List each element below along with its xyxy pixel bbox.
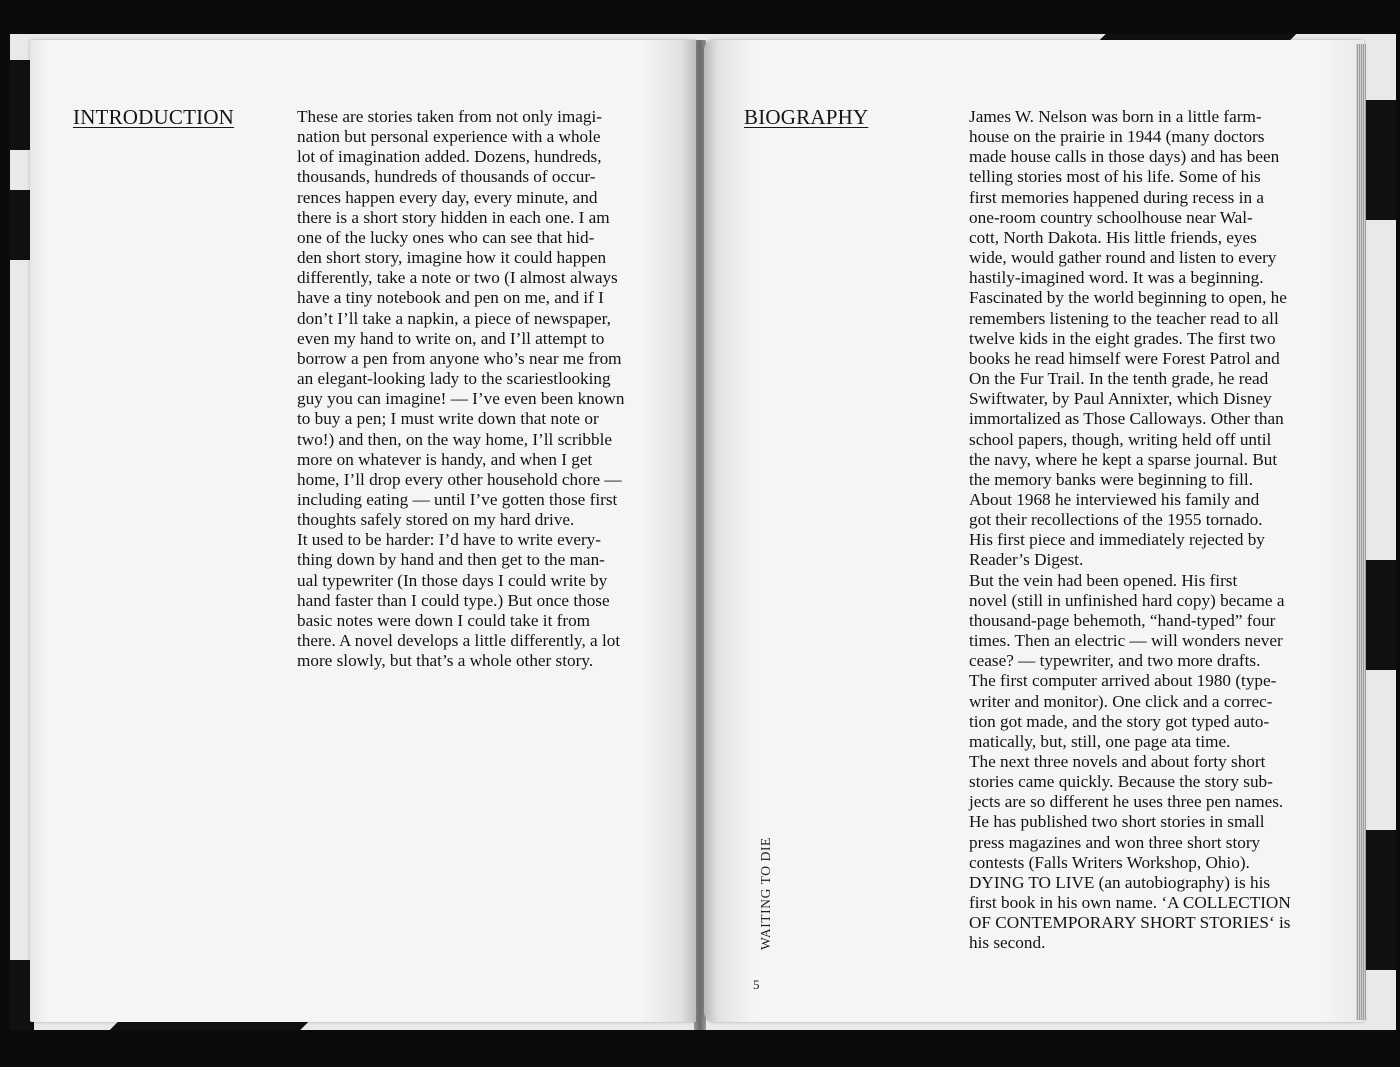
text-line: there is a short story hidden in each one. I am <box>297 207 610 227</box>
running-title: WAITING TO DIE <box>758 837 773 950</box>
text-line: The first computer arrived about 1980 (type- <box>969 671 1277 691</box>
text-line: one of the lucky ones who can see that hid- <box>297 227 595 247</box>
text-line: matically, but, still, one page ata time. <box>969 731 1231 751</box>
text-line: Reader’s Digest. <box>969 550 1084 570</box>
biography-heading: BIOGRAPHY <box>744 105 869 129</box>
text-line: times. Then an electric — will wonders never <box>969 631 1283 651</box>
text-line: It used to be harder: I’d have to write every- <box>297 530 601 550</box>
page-number: 5 <box>753 977 760 992</box>
text-line: twelve kids in the eight grades. The first two <box>969 328 1276 348</box>
text-line: den short story, imagine how it could happen <box>297 248 607 268</box>
text-line: books he read himself were Forest Patrol and <box>969 348 1280 368</box>
text-line: He has published two short stories in small <box>969 812 1265 832</box>
text-line: the navy, where he kept a sparse journal. But <box>969 449 1278 469</box>
text-line: borrow a pen from anyone who’s near me from <box>297 348 622 368</box>
text-line: his second. <box>969 933 1046 953</box>
text-line: school papers, though, writing held off until <box>969 429 1272 449</box>
text-line: OF CONTEMPORARY SHORT STORIES‘ is <box>969 913 1291 933</box>
text-line: one-room country schoolhouse near Wal- <box>969 207 1253 227</box>
text-line: thousands, hundreds of thousands of occur- <box>297 167 596 187</box>
text-line: immortalized as Those Calloways. Other than <box>969 409 1284 429</box>
text-line: more on whatever is handy, and when I get <box>297 449 593 469</box>
text-line: to buy a pen; I must write down that note or <box>297 409 599 429</box>
biography-text <box>969 107 1291 954</box>
text-line: more slowly, but that’s a whole other story. <box>297 651 594 671</box>
text-line: guy you can imagine! — I’ve even been known <box>297 389 625 409</box>
text-line: hastily-imagined word. It was a beginning. <box>969 268 1264 288</box>
text-line: DYING TO LIVE (an autobiography) is his <box>969 872 1271 892</box>
cover-stripe <box>1366 100 1396 220</box>
text-line: The next three novels and about forty short <box>969 752 1266 771</box>
text-line: first book in his own name. ‘A COLLECTION <box>969 893 1291 913</box>
text-line: don’t I’ll take a napkin, a piece of newspaper, <box>297 308 611 328</box>
text-line: lot of imagination added. Dozens, hundreds, <box>297 147 602 167</box>
text-line: stories came quickly. Because the story sub- <box>969 772 1273 792</box>
text-line: got their recollections of the 1955 tornado. <box>969 510 1263 530</box>
text-line: basic notes were down I could take it from <box>297 610 591 630</box>
text-line: jects are so different he uses three pen names. <box>969 792 1284 812</box>
text-line: the memory banks were beginning to fill. <box>969 469 1254 489</box>
text-line: rences happen every day, every minute, and <box>297 187 598 207</box>
text-line: have a tiny notebook and pen on me, and if I <box>297 288 604 308</box>
text-line: telling stories most of his life. Some of his <box>969 167 1261 187</box>
text-line: an elegant-looking lady to the scariestlooking <box>297 369 611 389</box>
text-line: cott, North Dakota. His little friends, eyes <box>969 227 1257 247</box>
text-line: ual typewriter (In those days I could write by <box>297 570 608 590</box>
text-line: thousand-page behemoth, “hand-typed” four <box>969 610 1276 630</box>
text-line: His first piece and immediately rejected by <box>969 530 1265 550</box>
text-line: About 1968 he interviewed his family and <box>969 489 1260 509</box>
text-line: wide, would gather round and listen to every <box>969 248 1277 268</box>
text-line: differently, take a note or two (I almost always <box>297 268 618 288</box>
text-line: there. A novel develops a little differently, a lot <box>297 631 621 651</box>
page-edges <box>1356 44 1366 1020</box>
text-line: remembers listening to the teacher read to all <box>969 308 1279 328</box>
text-line: house on the prairie in 1944 (many doctors <box>969 127 1265 147</box>
cover-stripe <box>1366 560 1396 670</box>
text-line: even my hand to write on, and I’ll attempt to <box>297 328 605 348</box>
text-line: thing down by hand and then get to the man- <box>297 550 605 570</box>
text-line: These are stories taken from not only imagi- <box>297 107 602 126</box>
text-line: thoughts safely stored on my hard drive. <box>297 510 575 530</box>
text-line: home, I’ll drop every other household chore — <box>297 469 622 489</box>
text-line: press magazines and won three short story <box>969 832 1261 852</box>
text-line: Fascinated by the world beginning to open, he <box>969 288 1287 308</box>
text-line: On the Fur Trail. In the tenth grade, he read <box>969 369 1269 389</box>
text-line: two!) and then, on the way home, I’ll scribble <box>297 429 613 449</box>
text-line: nation but personal experience with a whole <box>297 127 601 147</box>
introduction-heading: INTRODUCTION <box>73 105 235 129</box>
text-line: tion got made, and the story got typed auto- <box>969 711 1270 731</box>
text-line: contests (Falls Writers Workshop, Ohio). <box>969 852 1250 872</box>
text-line: including eating — until I’ve gotten those first <box>297 489 618 509</box>
text-line: novel (still in unfinished hard copy) became a <box>969 590 1285 610</box>
cover-stripe <box>1366 830 1396 970</box>
introduction-text <box>297 107 624 671</box>
text-line: made house calls in those days) and has been <box>969 147 1280 167</box>
text-line: Swiftwater, by Paul Annixter, which Disney <box>969 389 1272 409</box>
text-line: hand faster than I could type.) But once those <box>297 590 610 610</box>
text-line: writer and monitor). One click and a correc- <box>969 691 1273 711</box>
text-line: James W. Nelson was born in a little farm- <box>969 107 1262 126</box>
text-line: But the vein had been opened. His first <box>969 570 1238 590</box>
text-line: cease? — typewriter, and two more drafts. <box>969 651 1261 671</box>
text-line: first memories happened during recess in a <box>969 187 1264 207</box>
